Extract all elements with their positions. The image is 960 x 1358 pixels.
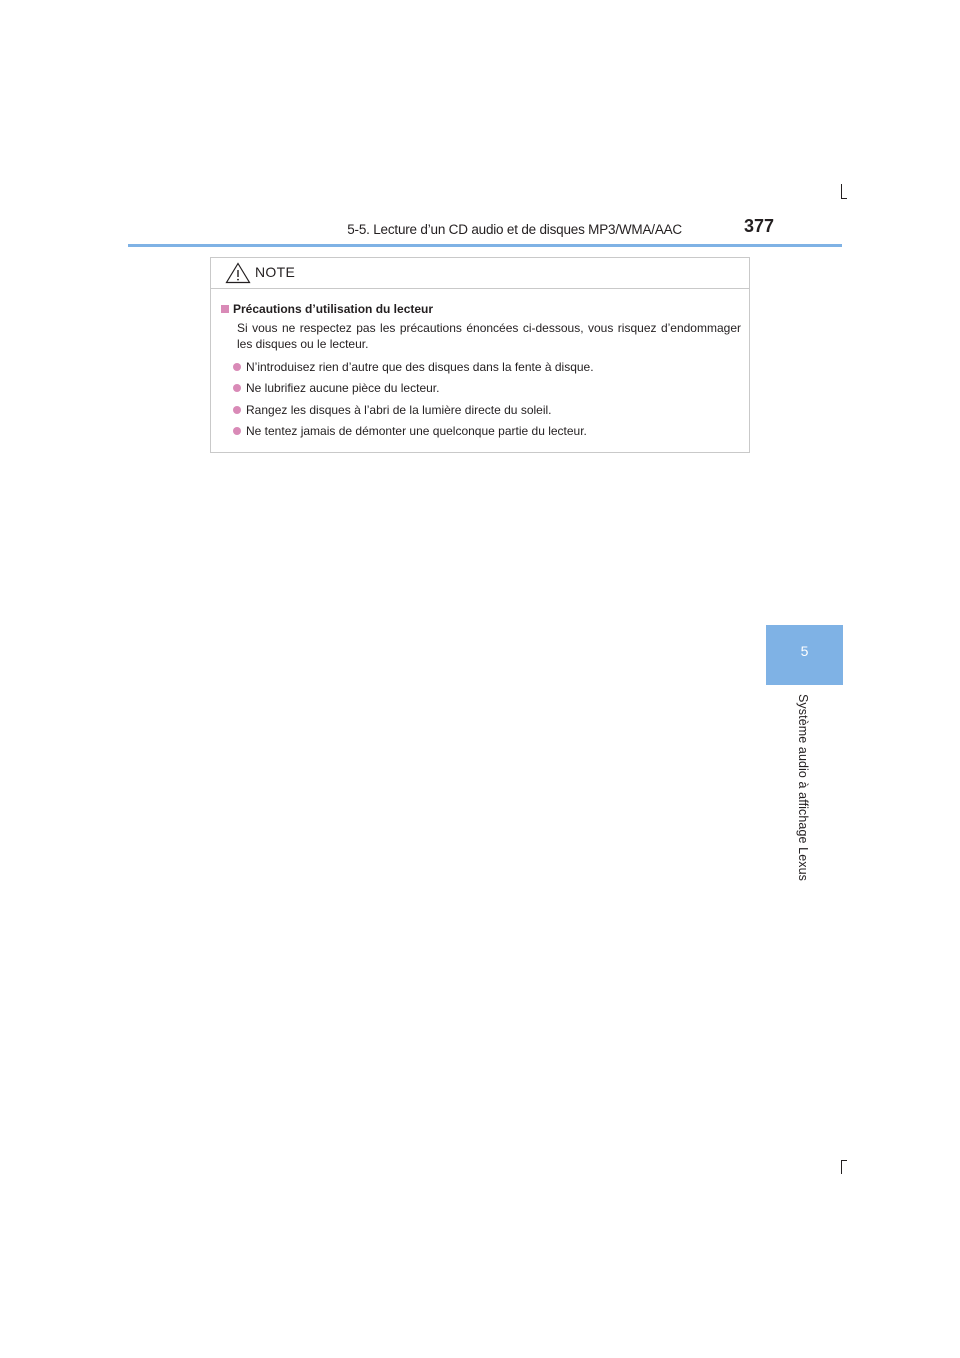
list-item [233, 402, 741, 419]
list-item [233, 380, 741, 397]
note-intro: Si vous ne respectez pas les précautions énoncées ci-dessous, vous risquez d’endommager les disques ou le lecteur. [237, 320, 741, 351]
crop-mark-top [841, 184, 842, 198]
list-item [233, 359, 741, 376]
round-bullet-icon [233, 406, 241, 414]
round-bullet-icon [233, 363, 241, 371]
page-header [128, 216, 842, 244]
list-item-text: Rangez les disques à l’abri de la lumière directe du soleil. [246, 402, 552, 417]
warning-triangle-icon [225, 262, 251, 284]
square-bullet-icon [221, 305, 229, 313]
header-rule [128, 244, 842, 247]
subsection-heading [219, 301, 741, 318]
note-header [211, 258, 749, 289]
note-box [210, 257, 750, 453]
list-item-text: Ne tentez jamais de démonter une quelconque partie du lecteur. [246, 424, 587, 438]
round-bullet-icon [233, 427, 241, 435]
round-bullet-icon [233, 384, 241, 392]
note-body [211, 289, 749, 440]
list-item [233, 423, 741, 440]
chapter-number: 5 [800, 643, 809, 659]
note-title: NOTE [255, 264, 296, 280]
header-section-title: 5-5. Lecture d’un CD audio et de disques MP3/WMA/AAC [347, 222, 682, 237]
chapter-tab [766, 625, 843, 685]
crop-mark-top-tick [841, 198, 847, 199]
list-item-text: Ne lubrifiez aucune pièce du lecteur. [246, 381, 440, 395]
crop-mark-bottom-tick [841, 1160, 847, 1161]
chapter-label: Système audio à affichage Lexus [796, 694, 810, 882]
list-item-text: N’introduisez rien d’autre que des disques dans la fente à disque. [246, 359, 594, 374]
crop-mark-bottom [841, 1160, 842, 1174]
subsection-title: Précautions d’utilisation du lecteur [233, 302, 434, 316]
page-number: 377 [743, 216, 774, 236]
